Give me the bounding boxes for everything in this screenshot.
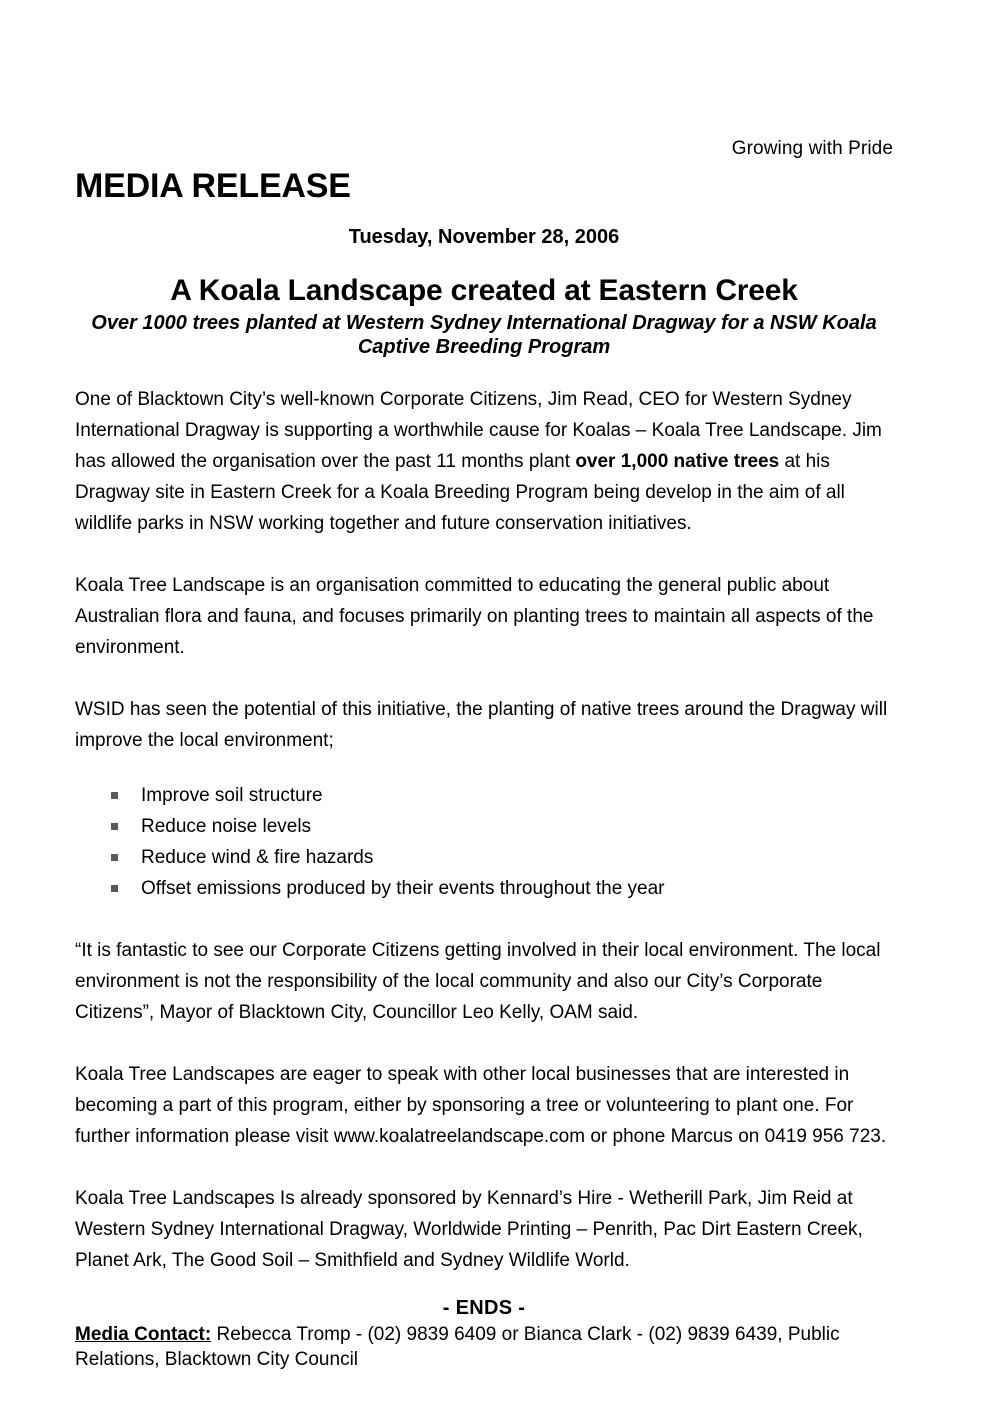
- media-contact-block: [75, 1322, 893, 1372]
- organisation-tagline: Growing with Pride: [731, 138, 893, 159]
- body-paragraph-contact-info: Koala Tree Landscapes are eager to speak with other local businesses that are interested in becoming a part of this program, either by sponsoring a tree or volunteering to plant one. For further information please visit www.koalatreelandscape.com or phone Marcus on 0419 956 723.: [75, 1064, 887, 1147]
- square-bullet-icon: [111, 854, 118, 861]
- body-paragraph-2: Koala Tree Landscape is an organisation committed to educating the general public about Australian flora and fauna, and focuses primarily on planting trees to maintain all aspects of the environment.: [75, 575, 874, 658]
- paragraph-1-text-before-emphasis: One of Blacktown City’s well-known Corporate Citizens, Jim Read, CEO for Western Sydney International Dragway is supporting a worthwhile cause for Koalas – Koala Tree Landscape. Jim has allowed the organisation over the past 11 months plant: [75, 389, 882, 472]
- list-item-label: Reduce wind & fire hazards: [141, 847, 374, 868]
- benefits-list: [75, 780, 893, 904]
- body-paragraph-quote: “It is fantastic to see our Corporate Citizens getting involved in their local environment. The local environment is not the responsibility of the local community and also our City’s Corporate Citizens”, Mayor of Blacktown City, Councillor Leo Kelly, OAM said.: [75, 940, 881, 1023]
- ends-marker: - ENDS -: [442, 1297, 526, 1319]
- paragraph-1-text-after-emphasis: at his Dragway site in Eastern Creek for a Koala Breeding Program being develop in the aim of all wildlife parks in NSW working together and future conservation initiatives.: [75, 451, 845, 534]
- release-date: Tuesday, November 28, 2006: [348, 226, 620, 248]
- square-bullet-icon: [111, 823, 118, 830]
- page-title: MEDIA RELEASE: [75, 167, 351, 205]
- tree-count-emphasis: over 1,000 native trees: [575, 451, 780, 472]
- list-item: [75, 842, 893, 873]
- list-item: [75, 811, 893, 842]
- square-bullet-icon: [111, 792, 118, 799]
- document-content: [75, 0, 893, 1372]
- list-item: [75, 873, 893, 904]
- body-paragraph-1: [75, 384, 893, 539]
- list-item-label: Offset emissions produced by their events throughout the year: [141, 878, 665, 899]
- subheadline: Over 1000 trees planted at Western Sydney International Dragway for a NSW Koala Captive Breeding Program: [91, 312, 877, 358]
- body-paragraph-sponsors: Koala Tree Landscapes Is already sponsored by Kennard’s Hire - Wetherill Park, Jim Reid at Western Sydney International Dragway, Worldwide Printing – Penrith, Pac Dirt Eastern Creek, Planet Ark, The Good Soil – Smithfield and Sydney Wildlife World.: [75, 1188, 863, 1271]
- media-contact-details: Rebecca Tromp - (02) 9839 6409 or Bianca Clark - (02) 9839 6439, Public Relations, Blacktown City Council: [75, 1324, 840, 1370]
- body-paragraph-3: WSID has seen the potential of this initiative, the planting of native trees around the Dragway will improve the local environment;: [75, 699, 888, 751]
- square-bullet-icon: [111, 885, 118, 892]
- list-item: [75, 780, 893, 811]
- headline: A Koala Landscape created at Eastern Creek: [170, 274, 798, 307]
- list-item-label: Improve soil structure: [141, 785, 323, 806]
- media-contact-label: Media Contact:: [75, 1324, 212, 1345]
- list-item-label: Reduce noise levels: [141, 816, 312, 837]
